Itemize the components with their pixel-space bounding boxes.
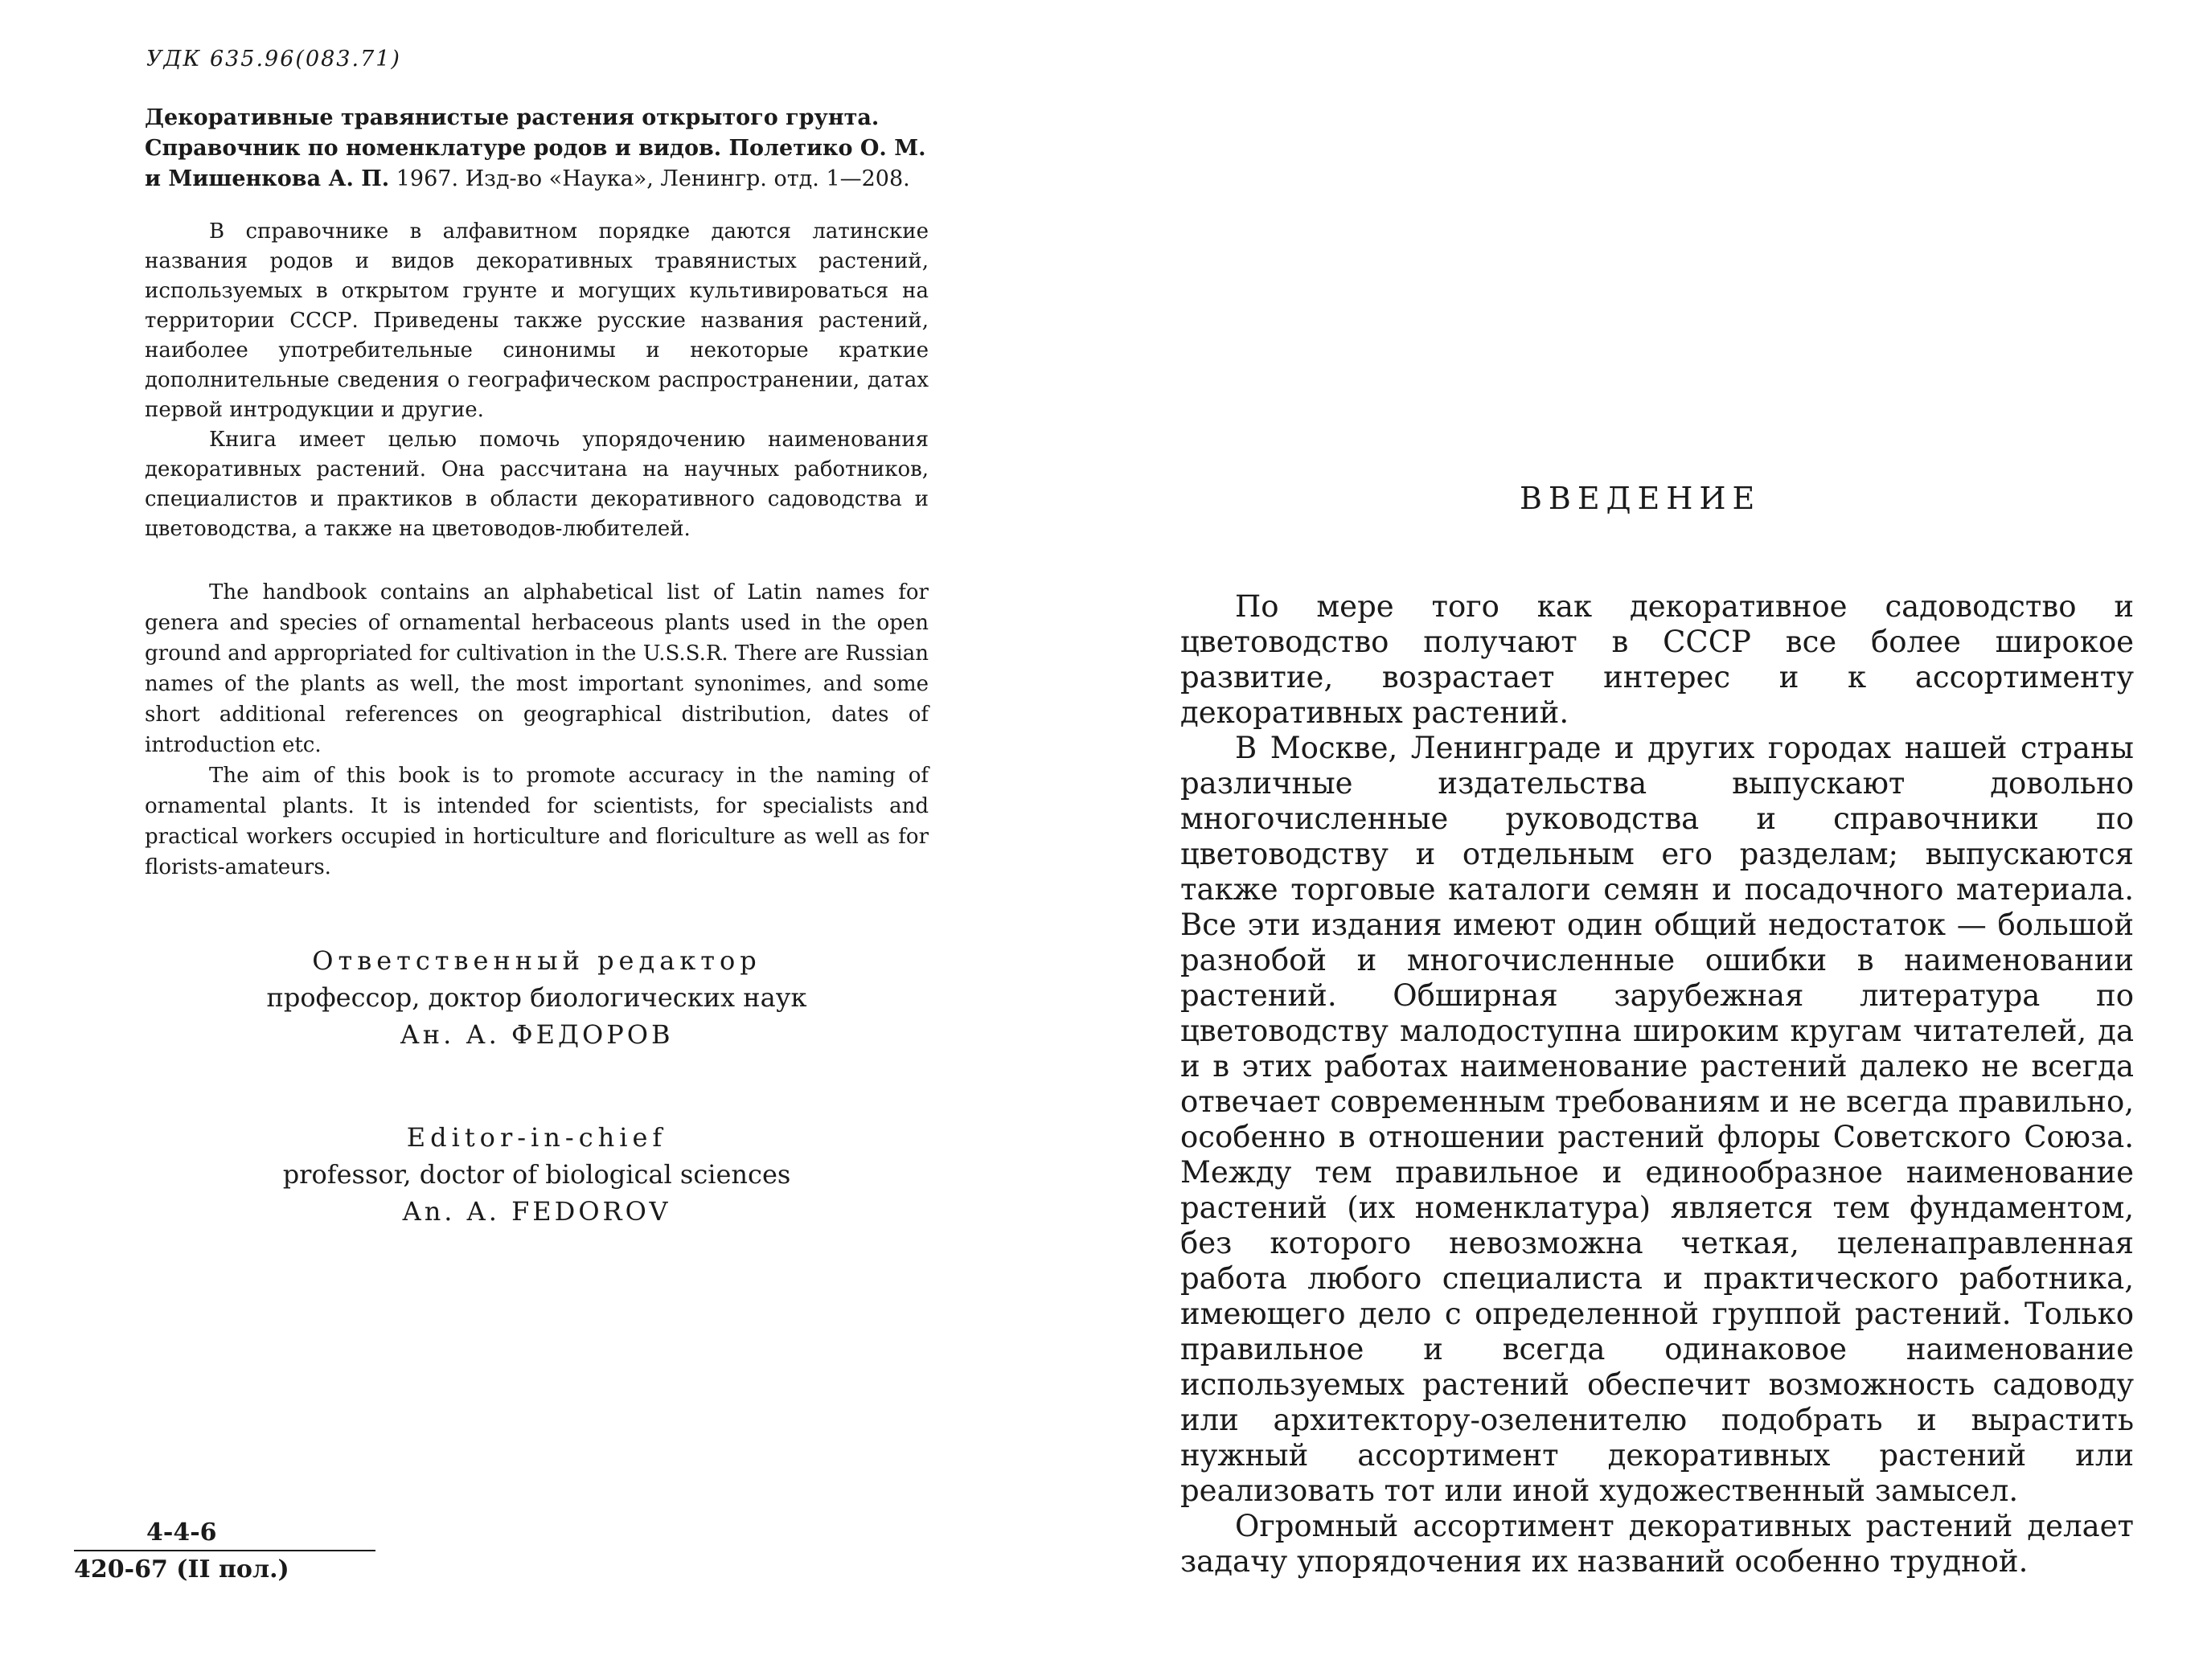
intro-paragraph: Огромный ассортимент декоративных растений делает задачу упорядочения их названий особенно трудной. <box>1180 1509 2134 1579</box>
abstract-ru-paragraph: Книга имеет целью помочь упорядочению наименования декоративных растений. Она рассчитана на научных работников, специалистов и практиков в области декоративного садоводства и цветоводства, а также на цветоводов-любителей. <box>145 428 929 541</box>
bibliographic-entry <box>145 103 929 195</box>
editor-credentials: профессор, доктор биологических наук <box>266 982 807 1013</box>
publisher-code <box>74 1516 375 1587</box>
udk-code: УДК 635.96(083.71) <box>146 47 401 72</box>
editor-credit-english <box>145 1119 929 1230</box>
intro-paragraph: По мере того как декоративное садоводство и цветоводство получают в СССР все более широкое развитие, возрастает интерес и к ассортименту декоративных растений. <box>1180 589 2134 730</box>
editor-role: Ответственный редактор <box>312 945 761 976</box>
biblio-title: Декоративные травянистые растения открытого грунта. Справочник по номенклатуре родов и видов. Полетико О. М. и Мишенкова А. П. <box>145 105 926 191</box>
editor-credit-russian <box>145 942 929 1053</box>
editor-role: Editor-in-chief <box>406 1122 667 1153</box>
biblio-publication: 1967. Изд-во «Наука», Ленингр. отд. 1—208. <box>389 166 910 191</box>
editor-credentials: professor, doctor of biological sciences <box>282 1159 791 1190</box>
abstract-russian <box>145 217 929 544</box>
abstract-english <box>145 577 929 883</box>
editor-name: An. A. FEDOROV <box>402 1196 671 1227</box>
introduction-body <box>1180 589 2134 1580</box>
intro-paragraph: В Москве, Ленинграде и других городах нашей страны различные издательства выпускают довольно многочисленные руководства и справочники по цветоводству и отдельным его разделам; выпускаются также торговые каталоги семян и посадочного материала. Все эти издания имеют один общий недостаток — большой разнобой и многочисленные ошибки в наименовании растений. Обширная зарубежная литература по цветоводству малодоступна широким кругам читателей, да и в этих работах наименование растений далеко не всегда отвечает современным требованиям и не всегда правильно, особенно в отношении растений флоры Советского Союза. Между тем правильное и единообразное наименование растений (их номенклатура) является тем фундаментом, без которого невозможна четкая, целенаправленная работа любого специалиста и практического работника, имеющего дело с определенной группой растений. Только правильное и всегда одинаковое наименование используемых растений обеспечит возможность садоводу или архитектору-озеленителю подобрать и вырастить нужный ассортимент декоративных растений или реализовать тот или иной художественный замысел. <box>1180 731 2134 1508</box>
abstract-en-paragraph: The handbook contains an alphabetical list of Latin names for genera and species of ornamental herbaceous plants used in the open ground and appropriated for cultivation in the U.S.S.R. There are Russian names of the plants as well, the most important synonimes, and some short additional references on geographical distribution, dates of introduction etc. <box>145 580 929 757</box>
editor-name: Ан. А. ФЕДОРОВ <box>400 1019 674 1050</box>
abstract-en-paragraph: The aim of this book is to promote accuracy in the naming of ornamental plants. It is intended for scientists, for specialists and practical workers occupied in horticulture and floriculture as well as for florists-amateurs. <box>145 764 929 879</box>
introduction-title: ВВЕДЕНИЕ <box>1520 481 1762 516</box>
abstract-ru-paragraph: В справочнике в алфавитном порядке даются латинские названия родов и видов декоративных травянистых растений, используемых в открытом грунте и могущих культивироваться на территории СССР. Приведены также русские названия растений, наиболее употребительные синонимы и некоторые краткие дополнительные сведения о географическом распространении, датах первой интродукции и другие. <box>145 219 929 422</box>
publisher-code-bottom: 420-67 (II пол.) <box>74 1555 289 1584</box>
publisher-code-top: 4-4-6 <box>74 1516 375 1551</box>
